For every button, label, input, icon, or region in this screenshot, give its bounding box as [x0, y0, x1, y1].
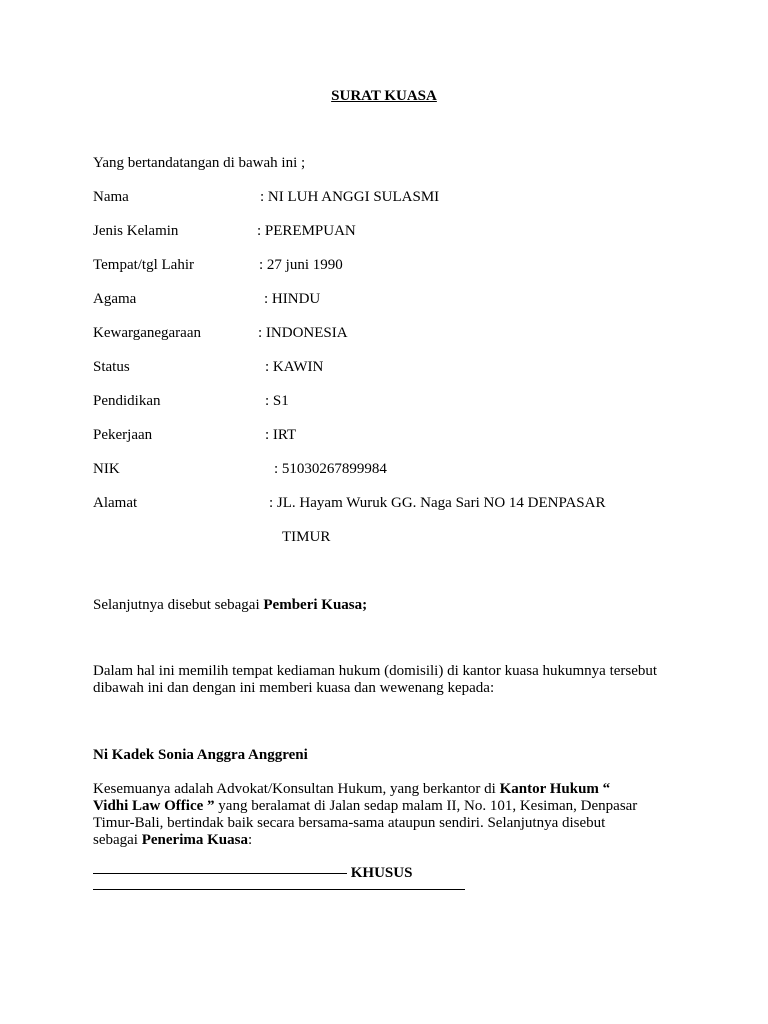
receiver-para-line-1 [93, 781, 610, 798]
field-value-kewarganegaraan: : INDONESIA [258, 325, 348, 341]
giver-label: Pemberi Kuasa; [263, 597, 368, 613]
field-label-status: Status [93, 359, 130, 375]
receiver-para-line-2 [93, 798, 637, 815]
receiver-para-line-3: Timur-Bali, bertindak baik secara bersama-sama ataupun sendiri. Selanjutnya disebut [93, 815, 606, 831]
office-name-part-1: Kantor Hukum “ [499, 781, 611, 797]
receiver-name: Ni Kadek Sonia Anggra Anggreni [93, 747, 308, 763]
office-name-part-2: Vidhi Law Office ” [93, 798, 215, 814]
receiver-para-text-4: sebagai [93, 832, 142, 848]
field-label-nama: Nama [93, 189, 129, 205]
intro-text: Yang bertandatangan di bawah ini ; [93, 155, 306, 171]
document-title: SURAT KUASA [331, 88, 437, 104]
field-label-pekerjaan: Pekerjaan [93, 427, 153, 443]
giver-prefix: Selanjutnya disebut sebagai [93, 597, 264, 613]
heading-rule-bottom [93, 889, 465, 890]
field-value-alamat: : JL. Hayam Wuruk GG. Naga Sari NO 14 DENPASAR [269, 495, 606, 511]
receiver-para-text-1: Kesemuanya adalah Advokat/Konsultan Hukum, yang berkantor di [93, 781, 500, 797]
field-label-pendidikan: Pendidikan [93, 393, 161, 409]
field-value-agama: : HINDU [264, 291, 321, 307]
field-label-agama: Agama [93, 291, 137, 307]
field-value-status: : KAWIN [265, 359, 324, 375]
receiver-label: Penerima Kuasa [141, 832, 248, 848]
heading-rule-left [93, 873, 347, 874]
receiver-para-line-4 [93, 832, 252, 849]
field-value-nama: : NI LUH ANGGI SULASMI [260, 189, 440, 205]
field-label-jenis-kelamin: Jenis Kelamin [93, 223, 179, 239]
domicile-line-2: dibawah ini dan dengan ini memberi kuasa dan wewenang kepada: [93, 680, 495, 696]
special-label: KHUSUS [350, 865, 413, 881]
field-value-nik: : 51030267899984 [274, 461, 387, 477]
domicile-line-1: Dalam hal ini memilih tempat kediaman hukum (domisili) di kantor kuasa hukumnya tersebut [93, 663, 658, 679]
field-label-nik: NIK [93, 461, 120, 477]
giver-statement [93, 597, 367, 614]
special-heading [93, 865, 412, 882]
field-label-alamat: Alamat [93, 495, 138, 511]
field-value-pendidikan: : S1 [265, 393, 289, 409]
field-value-pekerjaan: : IRT [265, 427, 297, 443]
receiver-para-text-2: yang beralamat di Jalan sedap malam II, No. 101, Kesiman, Denpasar [214, 798, 638, 814]
field-value-alamat-continuation: TIMUR [282, 529, 331, 545]
field-label-kewarganegaraan: Kewarganegaraan [93, 325, 201, 341]
field-label-tempat-tgl-lahir: Tempat/tgl Lahir [93, 257, 195, 273]
field-value-tempat-tgl-lahir: : 27 juni 1990 [259, 257, 343, 273]
receiver-colon: : [247, 832, 253, 848]
field-value-jenis-kelamin: : PEREMPUAN [257, 223, 356, 239]
